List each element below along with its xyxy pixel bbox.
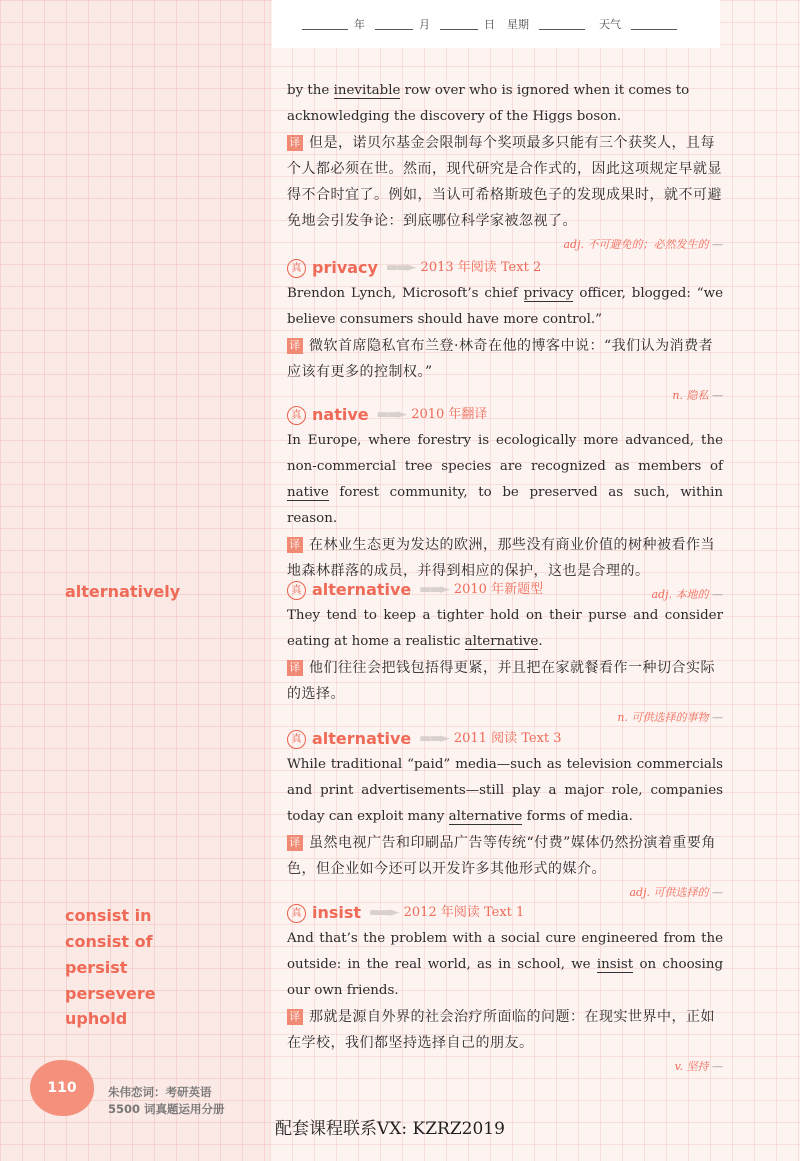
weather-blank[interactable] xyxy=(631,19,677,30)
arrow-icon: ▬▬► xyxy=(376,407,406,422)
chinese-translation xyxy=(287,655,723,707)
entry-header xyxy=(287,900,723,926)
en-text: forest community, to be preserved as such, within reason. xyxy=(287,485,723,526)
en-text: forms of media. xyxy=(522,809,633,824)
headword: native xyxy=(312,405,369,424)
entry-native xyxy=(287,402,723,600)
arrow-icon: ▬▬► xyxy=(369,905,398,920)
contact-note: 配套课程联系VX: KZRZ2019 xyxy=(275,1119,505,1139)
book-title-line2: 5500 词真题运用分册 xyxy=(108,1102,225,1116)
year-label: 年 xyxy=(354,18,365,31)
en-text: officer, blogged: “we believe consumers should have more control.” xyxy=(287,286,723,327)
keyword-underline: native xyxy=(287,485,329,500)
entry-privacy xyxy=(287,255,723,401)
zh-text: 微软首席隐私官布兰登·林奇在他的博客中说：“我们认为消费者应该有更多的控制权。” xyxy=(287,338,714,380)
entry-alternative-2011 xyxy=(287,726,723,898)
date-header xyxy=(272,0,720,48)
zh-text: 但是，诺贝尔基金会限制每个奖项最多只能有三个获奖人，且每个人都必须在世。然而，现代研究是合作式的，因此这项规定早就显得不合时宜了。例如，当认可希格斯玻色子的发现成果时，就不可避免地会引发争论：到底哪位科学家被忽视了。 xyxy=(287,135,722,229)
chinese-translation xyxy=(287,1004,723,1056)
day-blank[interactable] xyxy=(440,19,478,30)
gloss: v. 坚持 — xyxy=(287,1054,723,1072)
entry-alternative-2010 xyxy=(287,577,723,723)
chinese-translation xyxy=(287,830,723,882)
english-sentence xyxy=(287,281,723,333)
top-english-line1 xyxy=(287,78,723,104)
keyword-underline: inevitable xyxy=(333,83,401,98)
sidebar-word-persist: persist xyxy=(65,958,128,977)
en-text: . xyxy=(538,634,543,649)
sidebar-word-uphold: uphold xyxy=(65,1009,128,1028)
sidebar-word-persevere: persevere xyxy=(65,984,156,1003)
source-label: 2010 年新题型 xyxy=(453,582,544,597)
book-title-line1: 朱伟恋词：考研英语 xyxy=(108,1085,212,1099)
en-text: by the xyxy=(287,83,334,98)
weekday-label: 星期 xyxy=(507,18,529,31)
translation-icon: 译 xyxy=(287,537,303,553)
arrow-icon: ▬▬► xyxy=(419,582,448,597)
top-gloss: adj. 不可避免的；必然发生的 — xyxy=(287,232,723,250)
en-text: row over who is ignored when it comes to xyxy=(400,83,690,98)
weather-label: 天气 xyxy=(599,18,621,31)
en-text: While traditional “paid” media—such as television commercials and print advertisements—still play a major role, companies today can exploit many xyxy=(287,757,723,824)
gloss: adj. 本地的 — xyxy=(287,582,723,600)
keyword-underline: insist xyxy=(596,957,634,972)
entry-header xyxy=(287,726,723,752)
zh-text: 那就是源自外界的社会治疗所面临的问题：在现实世界中，正如在学校，我们都坚持选择自己的朋友。 xyxy=(287,1009,715,1051)
translation-icon: 译 xyxy=(287,135,303,151)
sidebar-word-alternatively: alternatively xyxy=(65,582,181,601)
english-sentence xyxy=(287,428,723,532)
top-english-line2: acknowledging the discovery of the Higgs boson. xyxy=(287,109,622,124)
arrow-icon: ▬▬► xyxy=(419,731,448,746)
sidebar-word-consist-in: consist in xyxy=(65,906,152,925)
chinese-translation xyxy=(287,333,723,385)
keyword-underline: alternative xyxy=(464,634,539,649)
source-label: 2010 年翻译 xyxy=(411,407,488,422)
translation-icon: 译 xyxy=(287,835,303,851)
month-blank[interactable] xyxy=(375,19,413,30)
year-blank[interactable] xyxy=(302,19,348,30)
zhen-icon: 真 xyxy=(287,904,306,923)
weekday-blank[interactable] xyxy=(539,19,585,30)
en-text: In Europe, where forestry is ecologically more advanced, the non-commercial tree species are recognized as members of xyxy=(287,433,723,474)
headword: privacy xyxy=(312,258,378,277)
gloss: adj. 可供选择的 — xyxy=(287,880,723,898)
entry-header xyxy=(287,577,723,603)
headword: insist xyxy=(312,903,362,922)
keyword-underline: alternative xyxy=(448,809,523,824)
arrow-icon: ▬▬► xyxy=(385,260,415,275)
gloss: n. 隐私 — xyxy=(287,383,723,401)
entry-insist xyxy=(287,900,723,1072)
month-label: 月 xyxy=(419,18,430,31)
zh-text: 他们往往会把钱包捂得更紧，并且把在家就餐看作一种切合实际的选择。 xyxy=(287,660,715,702)
top-block xyxy=(287,78,723,250)
english-sentence xyxy=(287,926,723,1004)
en-text: Brendon Lynch, Microsoft’s chief xyxy=(287,286,524,301)
gloss: n. 可供选择的事物 — xyxy=(287,705,723,723)
sidebar-word-consist-of: consist of xyxy=(65,932,153,951)
source-label: 2013 年阅读 Text 2 xyxy=(420,260,542,275)
english-sentence xyxy=(287,603,723,655)
entry-header xyxy=(287,255,723,281)
translation-icon: 译 xyxy=(287,660,303,676)
zhen-icon: 真 xyxy=(287,406,306,425)
english-sentence xyxy=(287,752,723,830)
zhen-icon: 真 xyxy=(287,581,306,600)
zhen-icon: 真 xyxy=(287,259,306,278)
keyword-underline: privacy xyxy=(523,286,574,301)
source-label: 2011 阅读 Text 3 xyxy=(453,731,562,746)
en-text: And that’s the problem with a social cure engineered from the outside: in the real world, as in school, we xyxy=(287,931,723,972)
en-text: They tend to keep a tighter hold on their purse and consider eating at home a realistic xyxy=(287,608,723,649)
en-text: on choosing our own friends. xyxy=(287,957,724,998)
top-chinese-translation xyxy=(287,130,723,234)
day-label: 日 xyxy=(484,18,495,31)
translation-icon: 译 xyxy=(287,1009,303,1025)
entry-header xyxy=(287,402,723,428)
translation-icon: 译 xyxy=(287,338,303,354)
headword: alternative xyxy=(312,580,412,599)
headword: alternative xyxy=(312,729,412,748)
zh-text: 虽然电视广告和印刷品广告等传统“付费”媒体仍然扮演着重要角色，但企业如今还可以开发许多其他形式的媒介。 xyxy=(287,835,716,877)
source-label: 2012 年阅读 Text 1 xyxy=(403,905,525,920)
zh-text: 在林业生态更为发达的欧洲，那些没有商业价值的树种被看作当地森林群落的成员，并得到相应的保护，这也是合理的。 xyxy=(287,537,715,579)
zhen-icon: 真 xyxy=(287,730,306,749)
page-number-badge: 110 xyxy=(30,1060,94,1116)
book-title xyxy=(108,1084,225,1118)
